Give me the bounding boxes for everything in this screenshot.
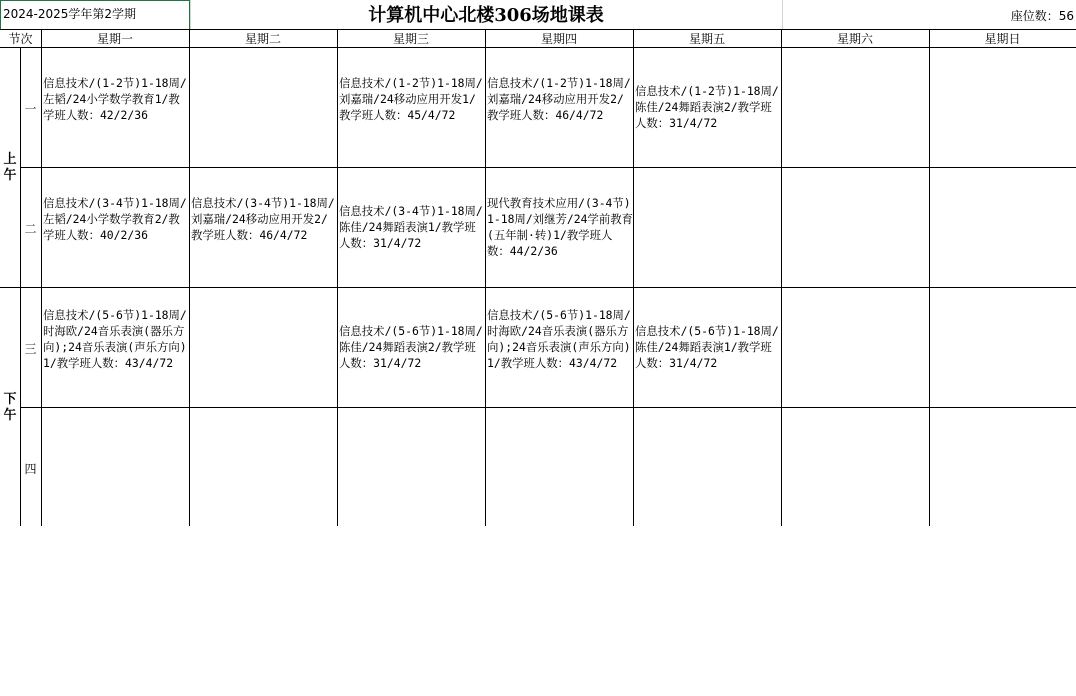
course-cell-p3-mon[interactable]: 信息技术/(5-6节)1-18周/时海欧/24音乐表演(器乐方向);24音乐表演(声乐方向)1/教学班人数：43/4/72 bbox=[43, 308, 187, 370]
day-header-mon[interactable]: 星期一 bbox=[96, 32, 133, 46]
day-header-sun[interactable]: 星期日 bbox=[984, 32, 1021, 46]
morning-label[interactable]: 上午 bbox=[3, 152, 17, 183]
period-4-label[interactable]: 四 bbox=[24, 462, 37, 476]
course-cell-p2-wed[interactable]: 信息技术/(3-4节)1-18周/陈佳/24舞蹈表演1/教学班人数：31/4/72 bbox=[339, 204, 483, 250]
grid-line bbox=[41, 29, 42, 526]
grid-line bbox=[0, 47, 1076, 48]
day-header-fri[interactable]: 星期五 bbox=[688, 32, 725, 46]
grid-line bbox=[337, 29, 338, 526]
period-2-label[interactable]: 二 bbox=[24, 222, 37, 236]
grid-line bbox=[781, 29, 782, 526]
grid-line bbox=[485, 29, 486, 526]
course-cell-p1-mon[interactable]: 信息技术/(1-2节)1-18周/左韬/24小学数学教育1/教学班人数：42/2/36 bbox=[43, 76, 187, 122]
grid-line bbox=[633, 29, 634, 526]
course-cell-p2-tue[interactable]: 信息技术/(3-4节)1-18周/刘嘉瑞/24移动应用开发2/教学班人数：46/4/72 bbox=[191, 196, 335, 242]
course-cell-p2-thu[interactable]: 现代教育技术应用/(3-4节)1-18周/刘继芳/24学前教育(五年制·转)1/教学班人数：44/2/36 bbox=[487, 196, 633, 258]
grid-line bbox=[189, 29, 190, 526]
grid-line bbox=[929, 29, 930, 526]
course-cell-p3-thu[interactable]: 信息技术/(5-6节)1-18周/时海欧/24音乐表演(器乐方向);24音乐表演(声乐方向)1/教学班人数：43/4/72 bbox=[487, 308, 631, 370]
afternoon-label[interactable]: 下午 bbox=[3, 392, 17, 423]
period-1-label[interactable]: 一 bbox=[24, 102, 37, 116]
grid-line bbox=[20, 47, 21, 526]
semester-cell[interactable]: 2024-2025学年第2学期 bbox=[0, 0, 190, 30]
course-cell-p3-wed[interactable]: 信息技术/(5-6节)1-18周/陈佳/24舞蹈表演2/教学班人数：31/4/72 bbox=[339, 324, 483, 370]
day-header-tue[interactable]: 星期二 bbox=[244, 32, 281, 46]
course-cell-p1-thu[interactable]: 信息技术/(1-2节)1-18周/刘嘉瑞/24移动应用开发2/教学班人数：46/4/72 bbox=[487, 76, 631, 122]
course-cell-p3-fri[interactable]: 信息技术/(5-6节)1-18周/陈佳/24舞蹈表演1/教学班人数：31/4/72 bbox=[635, 324, 779, 370]
grid-line bbox=[20, 407, 1076, 408]
day-header-wed[interactable]: 星期三 bbox=[392, 32, 429, 46]
grid-line bbox=[0, 29, 1076, 30]
grid-line bbox=[0, 287, 1076, 288]
day-header-thu[interactable]: 星期四 bbox=[540, 32, 577, 46]
period-3-label[interactable]: 三 bbox=[24, 342, 37, 356]
day-header-sat[interactable]: 星期六 bbox=[836, 32, 873, 46]
grid-line bbox=[20, 167, 1076, 168]
course-cell-p1-fri[interactable]: 信息技术/(1-2节)1-18周/陈佳/24舞蹈表演2/教学班人数：31/4/72 bbox=[635, 84, 779, 130]
period-header[interactable]: 节次 bbox=[8, 32, 33, 46]
seat-count[interactable]: 座位数：56 bbox=[1010, 9, 1074, 23]
course-cell-p2-mon[interactable]: 信息技术/(3-4节)1-18周/左韬/24小学数学教育2/教学班人数：40/2/36 bbox=[43, 196, 187, 242]
page-title[interactable]: 计算机中心北楼306场地课表 bbox=[368, 5, 604, 26]
course-cell-p1-wed[interactable]: 信息技术/(1-2节)1-18周/刘嘉瑞/24移动应用开发1/教学班人数：45/4/72 bbox=[339, 76, 483, 122]
